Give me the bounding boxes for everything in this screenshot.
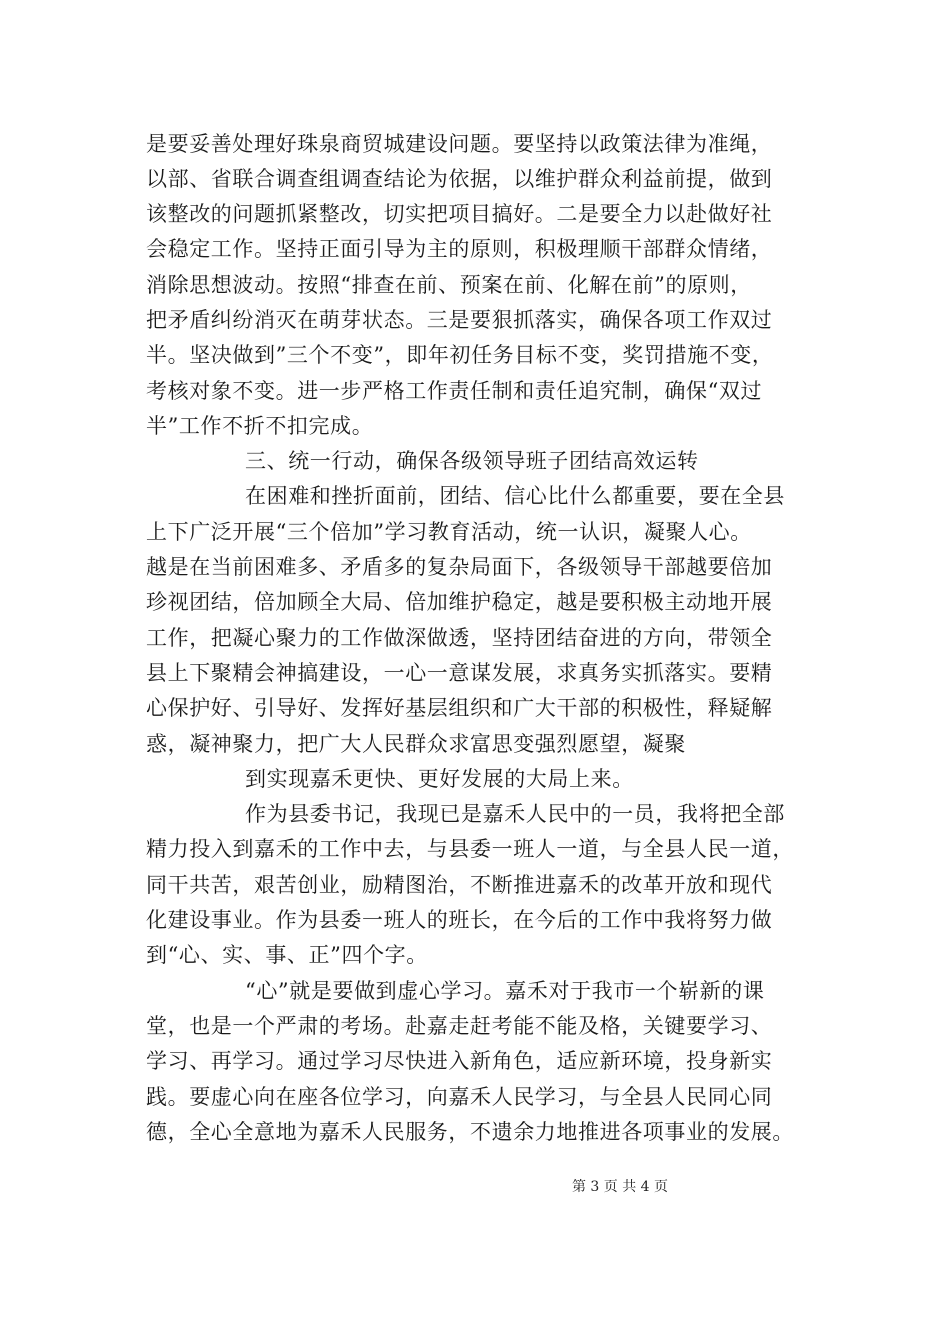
text-line: 作为县委书记，我现已是嘉禾人民中的一员，我将把全部 — [245, 802, 785, 826]
text-line: 以部、省联合调查组调查结论为依据，以维护群众利益前提，做到 — [146, 167, 773, 191]
text-line: 精力投入到嘉禾的工作中去，与县委一班人一道，与全县人民一道， — [146, 837, 794, 861]
text-line: 到实现嘉禾更快、更好发展的大局上来。 — [245, 767, 634, 791]
text-line: 在困难和挫折面前，团结、信心比什么都重要，要在全县 — [245, 484, 785, 508]
text-line: 心保护好、引导好、发挥好基层组织和广大干部的积极性，释疑解 — [146, 696, 773, 720]
page-number-footer: 第 3 页 共 4 页 — [571, 1179, 669, 1195]
text-line: 到“心、实、事、正”四个字。 — [146, 943, 428, 967]
text-line: “心”就是要做到虚心学习。嘉禾对于我市一个崭新的课 — [245, 979, 765, 1003]
section-heading: 三、统一行动，确保各级领导班子团结高效运转 — [245, 449, 699, 473]
text-line: 堂，也是一个严肃的考场。赴嘉走赶考能不能及格，关键要学习、 — [146, 1014, 773, 1038]
text-line: 会稳定工作。坚持正面引导为主的原则，积极理顺干部群众情绪， — [146, 237, 773, 261]
text-line: 是要妥善处理好珠泉商贸城建设问题。要坚持以政策法律为准绳， — [146, 132, 773, 156]
text-line: 把矛盾纠纷消灭在萌芽状态。三是要狠抓落实，确保各项工作双过 — [146, 308, 773, 332]
text-line: 消除思想波动。按照“排查在前、预案在前、化解在前”的原则， — [146, 273, 752, 297]
text-line: 珍视团结，倍加顾全大局、倍加维护稳定，越是要积极主动地开展 — [146, 590, 773, 614]
text-line: 半。坚决做到”三个不变”，即年初任务目标不变，奖罚措施不变， — [146, 343, 774, 367]
text-line: 惑，凝神聚力，把广大人民群众求富思变强烈愿望，凝聚 — [146, 732, 686, 756]
text-line: 越是在当前困难多、矛盾多的复杂局面下，各级领导干部越要倍加 — [146, 555, 773, 579]
text-line: 上下广泛开展“三个倍加”学习教育活动，统一认识，凝聚人心。 — [146, 520, 752, 544]
text-line: 学习、再学习。通过学习尽快进入新角色，适应新环境，投身新实 — [146, 1049, 773, 1073]
text-line: 德，全心全意地为嘉禾人民服务，不遗余力地推进各项事业的发展。 — [146, 1120, 794, 1144]
text-line: 化建设事业。作为县委一班人的班长，在今后的工作中我将努力做 — [146, 908, 773, 932]
text-line: 县上下聚精会神搞建设，一心一意谋发展，求真务实抓落实。要精 — [146, 661, 773, 685]
text-line: 该整改的问题抓紧整改，切实把项目搞好。二是要全力以赴做好社 — [146, 202, 773, 226]
text-line: 践。要虚心向在座各位学习，向嘉禾人民学习，与全县人民同心同 — [146, 1085, 773, 1109]
text-line: 工作，把凝心聚力的工作做深做透，坚持团结奋进的方向，带领全 — [146, 626, 773, 650]
text-line: 考核对象不变。进一步严格工作责任制和责任追究制，确保“双过 — [146, 379, 763, 403]
text-line: 同干共苦，艰苦创业，励精图治，不断推进嘉禾的改革开放和现代 — [146, 873, 773, 897]
text-line: 半”工作不折不扣完成。 — [146, 414, 374, 438]
